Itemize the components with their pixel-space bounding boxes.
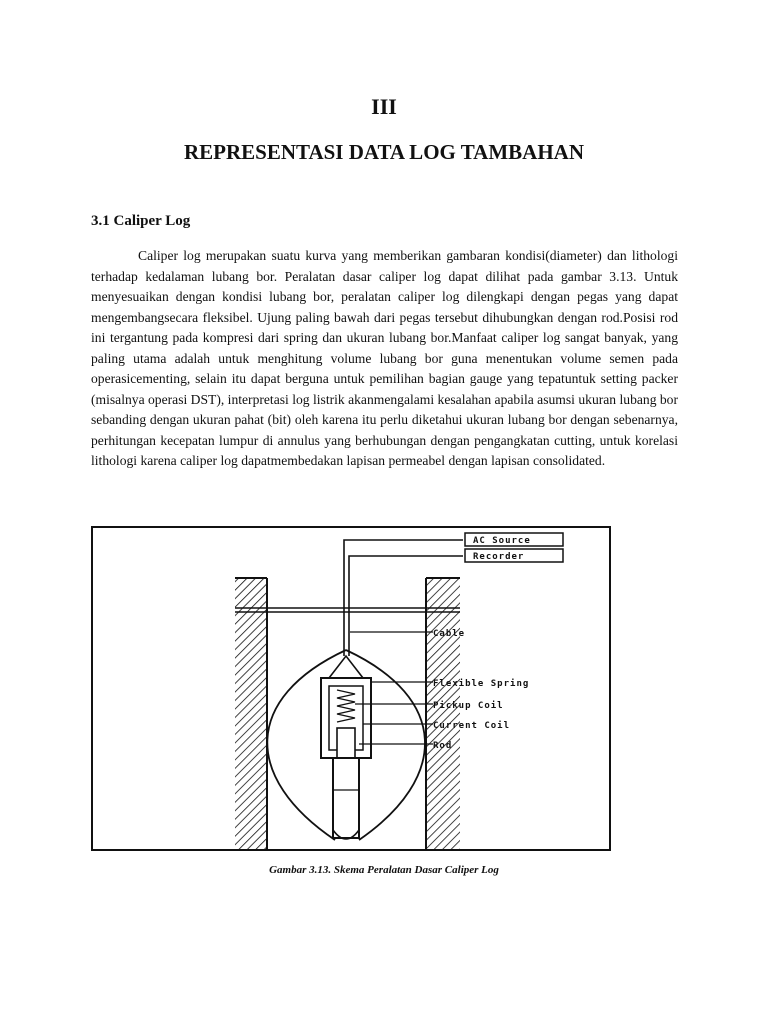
- left-formation-wall: [235, 578, 267, 849]
- flexible-spring-label: Flexible Spring: [433, 679, 530, 689]
- section-heading: 3.1 Caliper Log: [91, 213, 191, 229]
- current-coil-label: Current Coil: [433, 721, 511, 731]
- caliper-diagram: [91, 526, 611, 851]
- ac-source-label: AC Source: [473, 536, 531, 546]
- rod-label: Rod: [433, 741, 453, 751]
- paragraph: Caliper log merupakan suatu kurva yang memberikan gambaran kondisi(diameter) dan lithologi terhadap kedalaman lubang bor. Peralatan dasar caliper log dapat dilihat pada gambar 3.13. Untuk menyesuaikan dengan kondisi lubang bor, peralatan caliper log dilengkapi dengan pegas yang dapat mengembangsecara fleksibel. Ujung paling bawah dari pegas tersebut dihubungkan dengan rod.Posisi rod ini tergantung pada kompresi dari spring dan ukuran lubang bor.Manfaat caliper log sangat banyak, yang paling utama adalah untuk menghitung volume lubang bor guna menentukan volume semen pada operasicementing, selain itu dapat berguna untuk pemilihan bagian gauge yang tepatuntuk setting packer (misalnya operasi DST), interpretasi log listrik akanmengalami kesalahan apabila asumsi ukuran lubang bor sebanding dengan ukuran pahat (bit) oleh karena itu perlu diketahui ukuran lubang bor dengan sebenarnya, perhitungan kecepatan lumpur di annulus yang berhubungan dengan pengangkatan cutting, untuk korelasi lithologi karena caliper log dapatmembedakan lapisan permeabel dengan lapisan consolidated.: [91, 248, 679, 468]
- figure-caption: Gambar 3.13. Skema Peralatan Dasar Caliper Log: [269, 864, 499, 876]
- right-formation-wall: [426, 578, 460, 849]
- pickup-coil-label: Pickup Coil: [433, 701, 504, 711]
- body-text: [91, 246, 678, 472]
- cable-label: Cable: [433, 629, 466, 639]
- caliper-tool: [321, 656, 371, 839]
- recorder-label: Recorder: [473, 552, 525, 562]
- chapter-number: III: [371, 94, 397, 119]
- chapter-title: REPRESENTASI DATA LOG TAMBAHAN: [183, 140, 585, 164]
